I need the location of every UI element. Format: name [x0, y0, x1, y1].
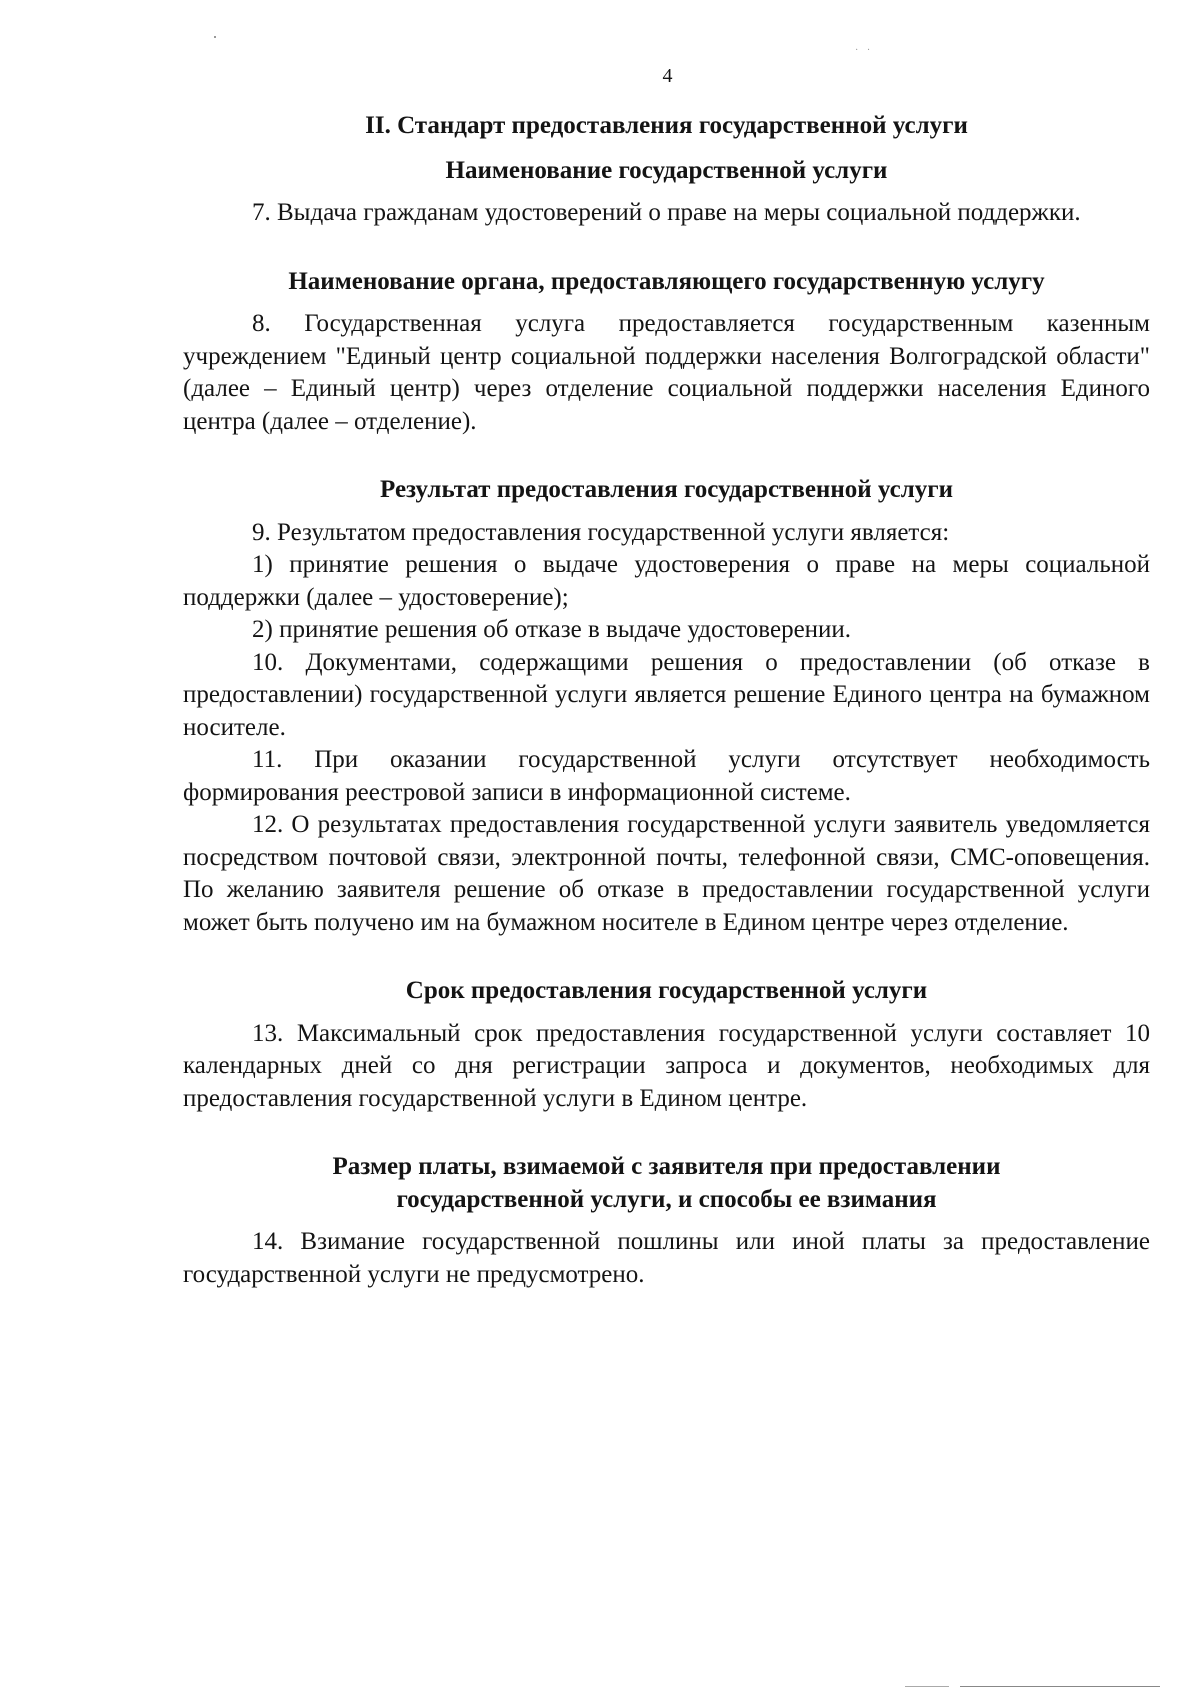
subheading-service-name: Наименование государственной услуги [445, 156, 888, 184]
page-number: 4 [662, 65, 673, 87]
paragraph-7: 7. Выдача гражданам удостоверений о праве на меры социальной поддержки. [252, 199, 1081, 226]
subheading-fee-line-2: государственной услуги, и способы ее взимания [396, 1185, 937, 1213]
subheading-service-provider: Наименование органа, предоставляющего государственную услугу [288, 267, 1045, 295]
paragraph-12: 12. О результатах предоставления государственной услуги заявитель уведомляется посредством почтовой связи, электронной почты, телефонной связи, СМС-оповещения. По желанию заявителя решение об отказе в предоставлении государственной услуги может быть получено им на бумажном носителе в Едином центре через отделение. [183, 811, 1150, 936]
paragraph-13: 13. Максимальный срок предоставления государственной услуги составляет 10 календарных дней со дня регистрации запроса и документов, необходимых для предоставления государственной услуги в Едином центре. [183, 1019, 1150, 1112]
document-body [183, 110, 1150, 1291]
paragraph-8: 8. Государственная услуга предоставляется государственным казенным учреждением "Единый центр социальной поддержки населения Волгоградской области" (далее – Единый центр) через отделение социальной поддержки населения Единого центра (далее – отделение). [183, 310, 1150, 435]
scan-edge-mark [905, 1686, 949, 1687]
subheading-fee [183, 1151, 1150, 1216]
scan-speck [214, 36, 216, 38]
paragraph-10: 10. Документами, содержащими решения о предоставлении (об отказе в предоставлении) государственной услуги является решение Единого центра на бумажном носителе. [183, 648, 1150, 741]
paragraph-14: 14. Взимание государственной пошлины или иной платы за предоставление государственной услуги не предусмотрено. [183, 1228, 1150, 1288]
subheading-service-term: Срок предоставления государственной услуги [405, 977, 928, 1004]
paragraph-11: 11. При оказании государственной услуги отсутствует необходимость формирования реестровой записи в информационной системе. [183, 746, 1150, 806]
scan-specks: · · [855, 45, 874, 56]
subheading-service-result: Результат предоставления государственной услуги [380, 476, 953, 503]
section-title: II. Стандарт предоставления государственной услуги [365, 112, 968, 139]
paragraph-9-item-1: 1) принятие решения о выдаче удостоверения о праве на меры социальной поддержки (далее – удостоверение); [183, 551, 1150, 611]
scan-edge-line [960, 1686, 1160, 1687]
subheading-fee-line-1: Размер платы, взимаемой с заявителя при предоставлении [332, 1153, 1001, 1180]
paragraph-9: 9. Результатом предоставления государственной услуги является: [252, 518, 950, 546]
paragraph-9-item-2: 2) принятие решения об отказе в выдаче удостоверении. [252, 616, 852, 643]
